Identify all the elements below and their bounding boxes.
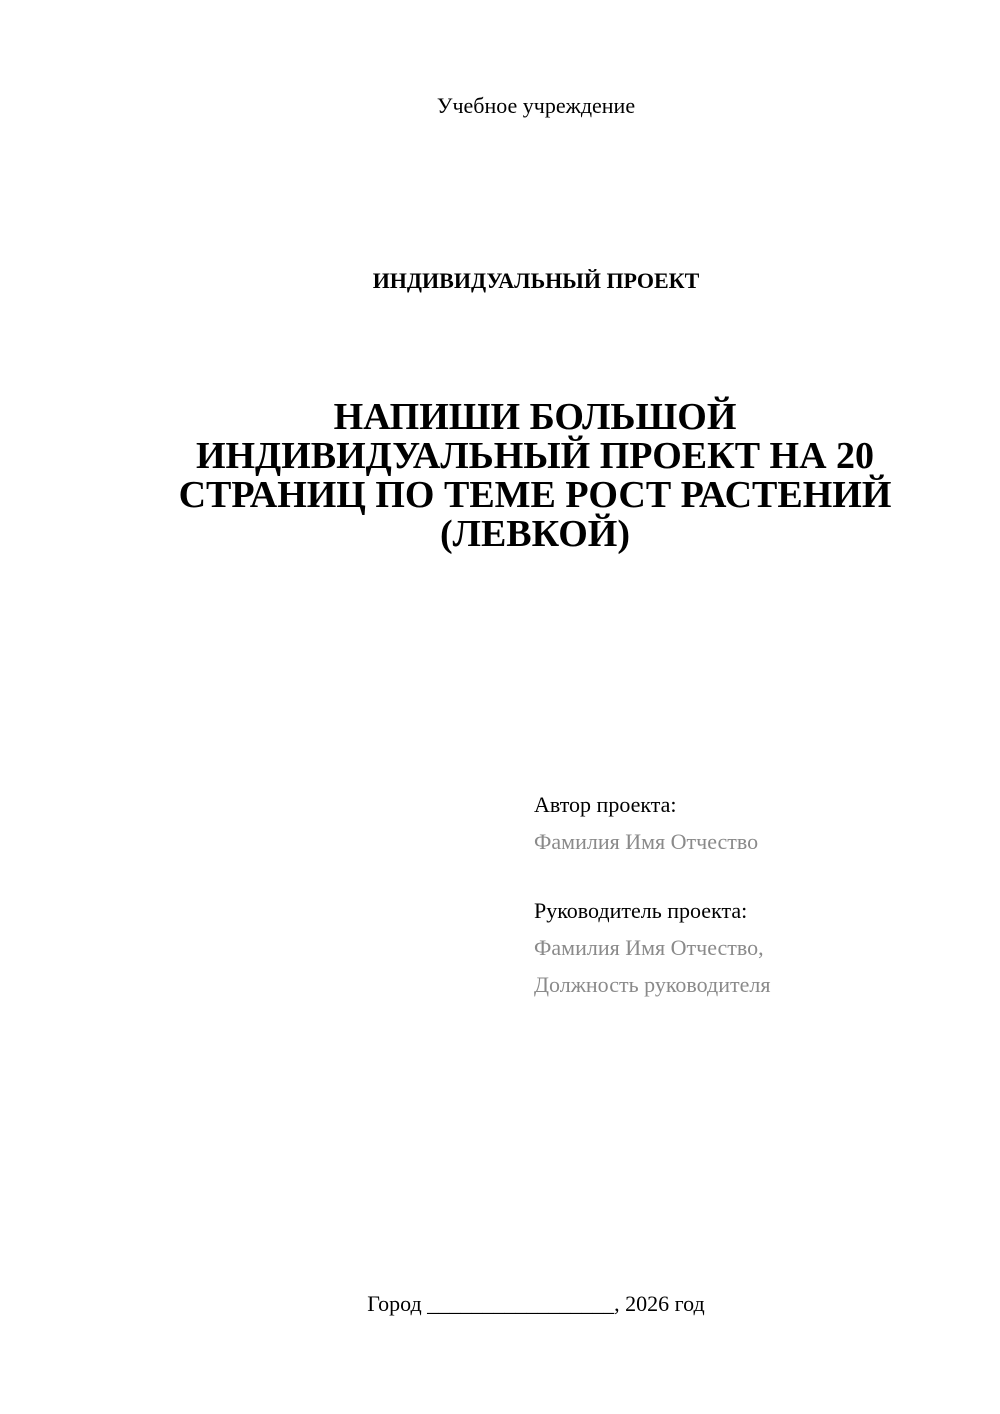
supervisor-name: Фамилия Имя Отчество, — [534, 935, 764, 960]
supervisor-block — [534, 892, 974, 1003]
author-name: Фамилия Имя Отчество — [534, 829, 759, 854]
institution-name: Учебное учреждение — [436, 93, 636, 118]
supervisor-label: Руководитель проекта: — [534, 898, 748, 923]
project-title-line: НАПИШИ БОЛЬШОЙ — [333, 396, 737, 438]
author-block — [534, 786, 974, 860]
supervisor-position: Должность руководителя — [534, 972, 771, 997]
project-title — [150, 398, 920, 554]
city-year-line: Город _________________, 2026 год — [367, 1291, 705, 1316]
project-title-line: (ЛЕВКОЙ) — [439, 513, 631, 555]
document-type: ИНДИВИДУАЛЬНЫЙ ПРОЕКТ — [372, 268, 700, 293]
author-label: Автор проекта: — [534, 792, 677, 817]
project-title-line: СТРАНИЦ ПО ТЕМЕ РОСТ РАСТЕНИЙ — [178, 474, 892, 516]
project-title-line: ИНДИВИДУАЛЬНЫЙ ПРОЕКТ НА 20 — [195, 435, 875, 477]
